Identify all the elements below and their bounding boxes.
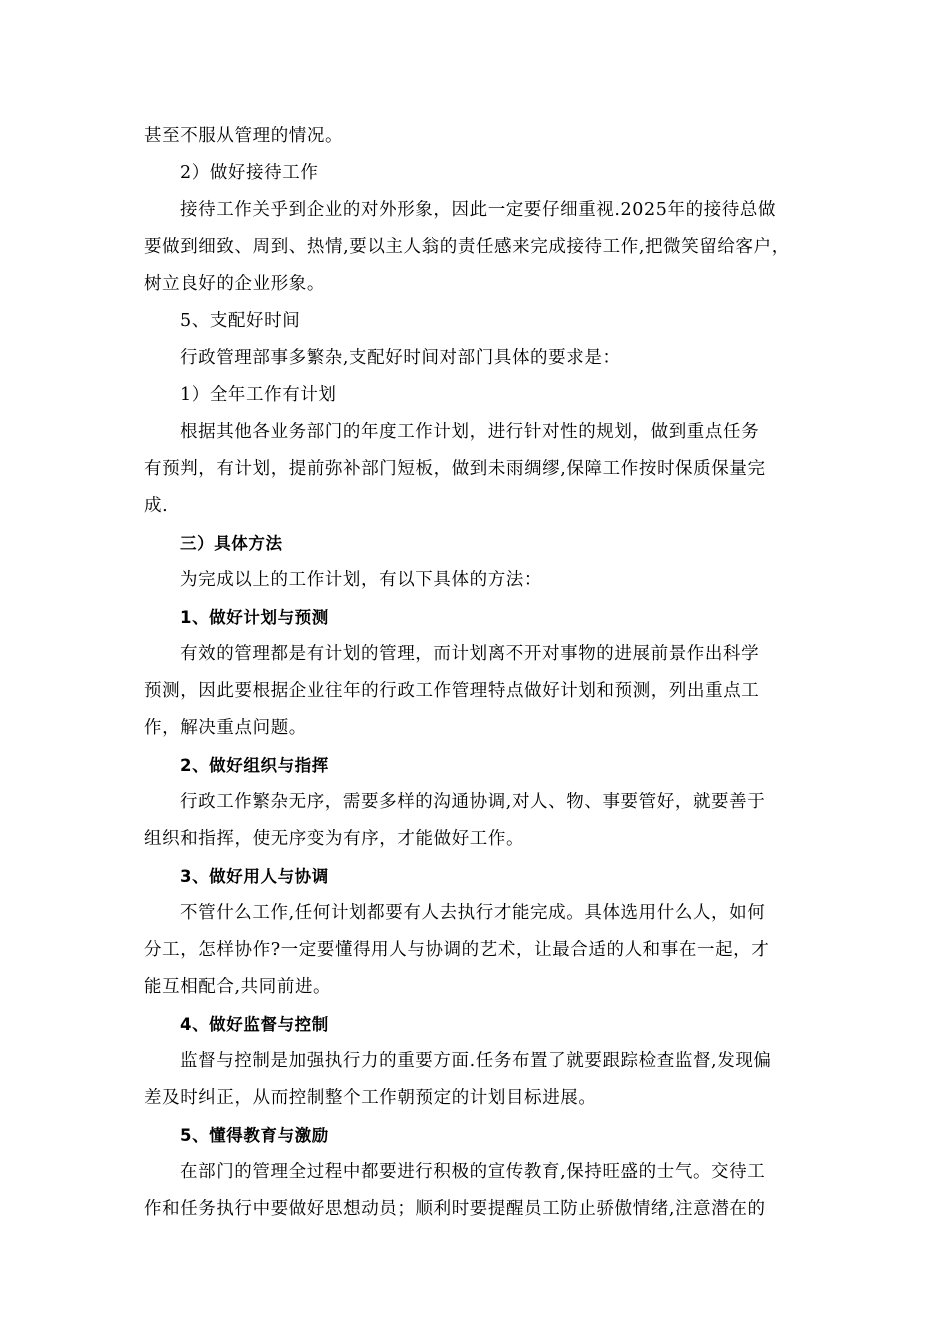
- paragraph: [144, 1154, 808, 1228]
- text-line: 有预判，有计划，提前弥补部门短板，做到未雨绸缪,保障工作按时保质保量完: [144, 459, 766, 479]
- section-heading: [144, 1006, 808, 1043]
- text-line: 甚至不服从管理的情况。: [144, 126, 344, 146]
- text-line: 5、懂得教育与激励: [180, 1126, 329, 1145]
- text-line: 根据其他各业务部门的年度工作计划，进行针对性的规划，做到重点任务: [180, 422, 760, 442]
- text-line: 预测，因此要根据企业往年的行政工作管理特点做好计划和预测，列出重点工: [144, 681, 760, 701]
- text-line: 有效的管理都是有计划的管理，而计划离不开对事物的进展前景作出科学: [180, 644, 760, 664]
- text-line: 5、支配好时间: [180, 311, 301, 331]
- document-body: [144, 118, 808, 1228]
- section-heading: [144, 525, 808, 562]
- section-heading: [144, 1117, 808, 1154]
- section-heading: [144, 599, 808, 636]
- paragraph: [144, 784, 808, 858]
- section-heading: [144, 858, 808, 895]
- paragraph: [144, 895, 808, 1006]
- paragraph: [144, 155, 808, 192]
- text-line: 要做到细致、周到、热情,要以主人翁的责任感来完成接待工作,把微笑留给客户，: [144, 237, 790, 257]
- text-line: 作，解决重点问题。: [144, 718, 307, 738]
- text-line: 4、做好监督与控制: [180, 1015, 329, 1034]
- paragraph: [144, 562, 808, 599]
- text-line: 分工，怎样协作?一定要懂得用人与协调的艺术，让最合适的人和事在一起，才: [144, 940, 770, 960]
- text-line: 接待工作关乎到企业的对外形象，因此一定要仔细重视.2025年的接待总做: [180, 200, 777, 220]
- text-line: 1）全年工作有计划: [180, 385, 337, 405]
- text-line: 2、做好组织与指挥: [180, 756, 329, 775]
- text-line: 成.: [144, 496, 169, 516]
- text-line: 1、做好计划与预测: [180, 608, 329, 627]
- section-heading: [144, 747, 808, 784]
- text-line: 2）做好接待工作: [180, 163, 319, 183]
- text-line: 监督与控制是加强执行力的重要方面.任务布置了就要跟踪检查监督,发现偏: [180, 1051, 772, 1071]
- text-line: 差及时纠正，从而控制整个工作朝预定的计划目标进展。: [144, 1088, 597, 1108]
- text-line: 3、做好用人与协调: [180, 867, 329, 886]
- paragraph: [144, 636, 808, 747]
- text-line: 行政工作繁杂无序，需要多样的沟通协调,对人、物、事要管好，就要善于: [180, 792, 766, 812]
- text-line: 三）具体方法: [180, 534, 283, 553]
- text-line: 在部门的管理全过程中都要进行积极的宣传教育,保持旺盛的士气。交待工: [180, 1162, 766, 1182]
- paragraph: [144, 303, 808, 340]
- paragraph: [144, 118, 808, 155]
- text-line: 不管什么工作,任何计划都要有人去执行才能完成。具体选用什么人，如何: [180, 903, 766, 923]
- text-line: 树立良好的企业形象。: [144, 274, 325, 294]
- text-line: 作和任务执行中要做好思想动员；顺利时要提醒员工防止骄傲情绪,注意潜在的: [144, 1199, 766, 1219]
- text-line: 组织和指挥，使无序变为有序，才能做好工作。: [144, 829, 525, 849]
- paragraph: [144, 192, 808, 303]
- text-line: 行政管理部事多繁杂,支配好时间对部门具体的要求是：: [180, 348, 621, 368]
- paragraph: [144, 414, 808, 525]
- paragraph: [144, 377, 808, 414]
- paragraph: [144, 340, 808, 377]
- text-line: 能互相配合,共同前进。: [144, 977, 332, 997]
- text-line: 为完成以上的工作计划，有以下具体的方法：: [180, 570, 542, 590]
- paragraph: [144, 1043, 808, 1117]
